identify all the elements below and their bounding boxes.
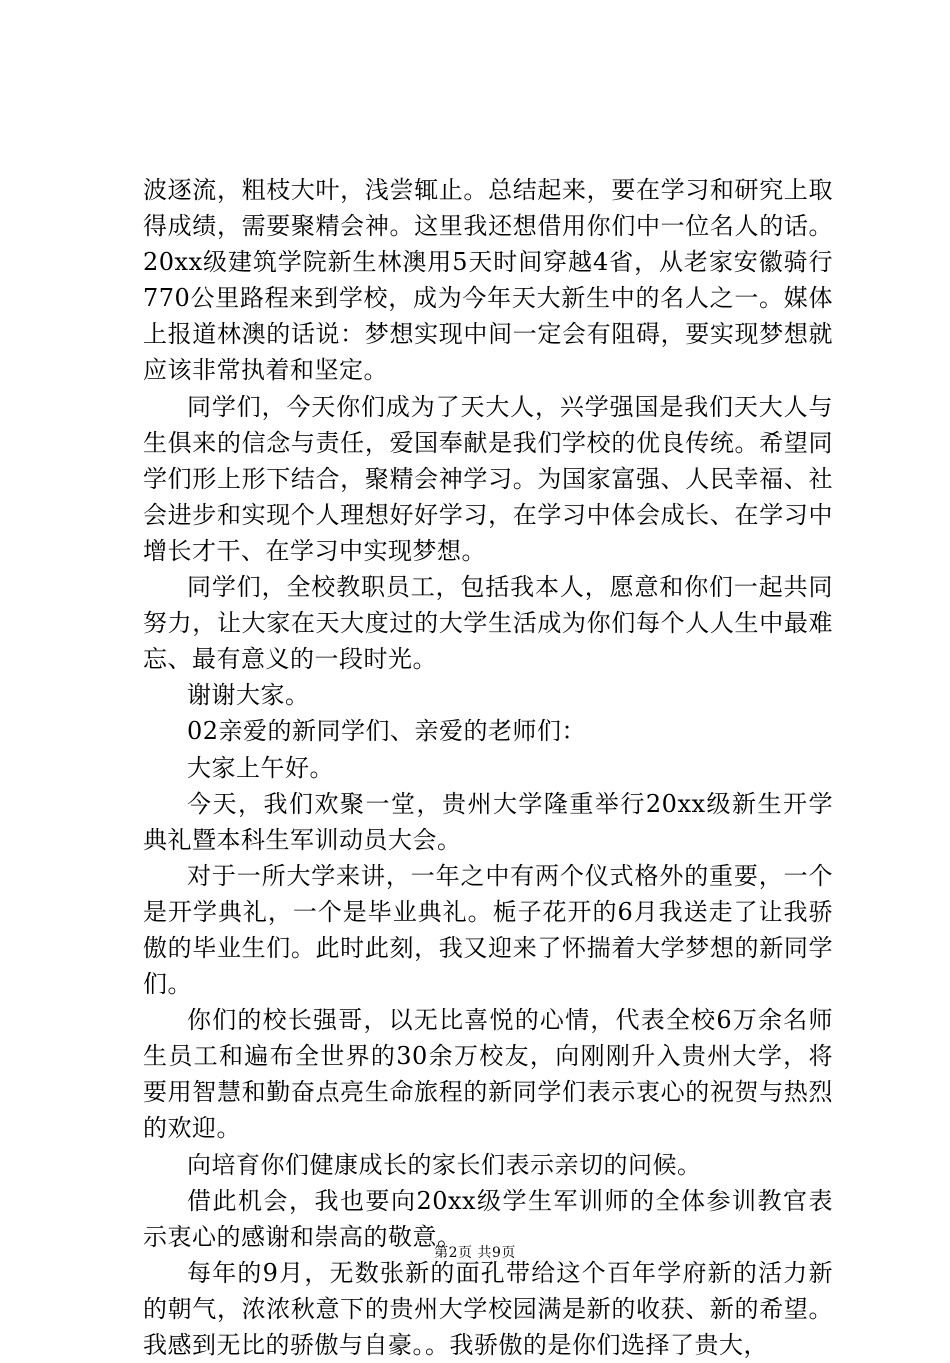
paragraph: 向培育你们健康成长的家长们表示亲切的问候。 (187, 1150, 702, 1179)
paragraph: 今天，我们欢聚一堂，贵州大学隆重举行20xx级新生开学典礼暨本科生军训动员大会。 (143, 789, 833, 854)
page-number-footer: 第2页 共9页 (434, 1245, 516, 1261)
section-heading: 02亲爱的新同学们、亲爱的老师们： (187, 717, 587, 746)
paragraph: 同学们，全校教职员工，包括我本人，愿意和你们一起共同努力，让大家在天大度过的大学生活成为你们每个人人生中最难忘、最有意义的一段时光。 (143, 573, 833, 674)
paragraph: 同学们，今天你们成为了天大人，兴学强国是我们天大人与生俱来的信念与责任，爱国奉献是我们学校的优良传统。希望同学们形上形下结合，聚精会神学习。为国家富强、人民幸福、社会进步和实现个人理想好好学习，在学习中体会成长、在学习中增长才干、在学习中实现梦想。 (143, 392, 833, 565)
paragraph: 每年的9月，无数张新的面孔带给这个百年学府新的活力新的朝气，浓浓秋意下的贵州大学校园满是新的收获、新的希望。我感到无比的骄傲与自豪。。我骄傲的是你们选择了贵大， (143, 1258, 833, 1359)
paragraph: 借此机会，我也要向20xx级学生军训师的全体参训教官表示衷心的感谢和崇高的敬意。 (143, 1186, 833, 1251)
paragraph: 你们的校长强哥，以无比喜悦的心情，代表全校6万余名师生员工和遍布全世界的30余万校友，向刚刚升入贵州大学，将要用智慧和勤奋点亮生命旅程的新同学们表示衷心的祝贺与热烈的欢迎。 (143, 1006, 833, 1143)
paragraph-continuation: 波逐流，粗枝大叶，浅尝辄止。总结起来，要在学习和研究上取得成绩，需要聚精会神。这里我还想借用你们中一位名人的话。20xx级建筑学院新生林澳用5天时间穿越4省，从老家安徽骑行770公里路程来到学校，成为今年天大新生中的名人之一。媒体上报道林澳的话说：梦想实现中间一定会有阻碍，要实现梦想就应该非常执着和坚定。 (143, 176, 833, 385)
paragraph: 大家上午好。 (187, 753, 334, 782)
paragraph: 谢谢大家。 (187, 681, 310, 710)
document-body (143, 172, 833, 1363)
paragraph: 对于一所大学来讲，一年之中有两个仪式格外的重要，一个是开学典礼，一个是毕业典礼。栀子花开的6月我送走了让我骄傲的毕业生们。此时此刻，我又迎来了怀揣着大学梦想的新同学们。 (143, 861, 833, 999)
